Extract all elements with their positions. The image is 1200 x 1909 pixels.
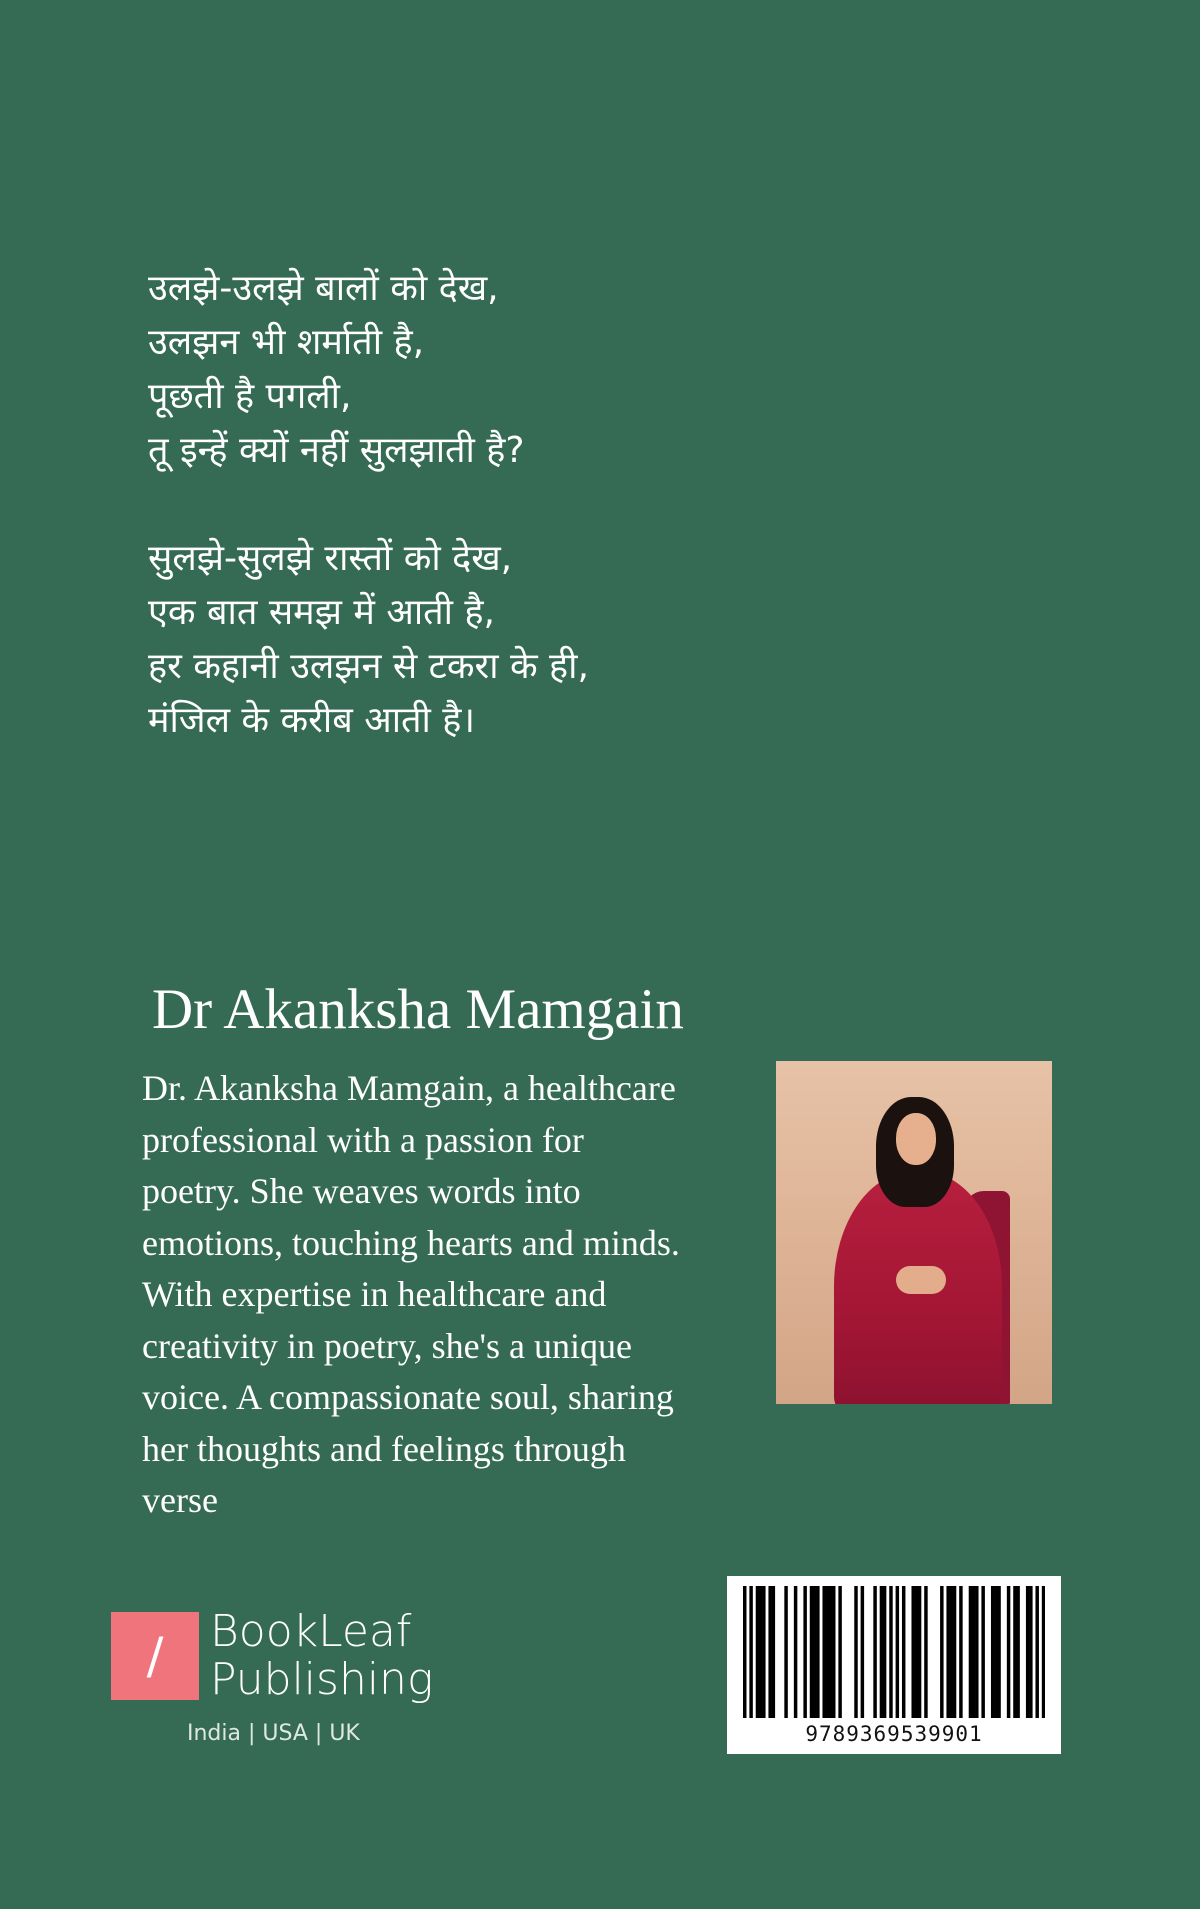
barcode-bar <box>972 1586 975 1718</box>
barcode-bar <box>854 1586 857 1718</box>
barcode-bar <box>768 1586 771 1718</box>
barcode-bar <box>794 1586 797 1718</box>
author-photo <box>776 1061 1052 1404</box>
bio-line: With expertise in healthcare and <box>142 1274 607 1314</box>
barcode-bar <box>749 1586 752 1718</box>
publisher-name-line1: BookLeaf <box>210 1606 412 1657</box>
poem-line: सुलझे-सुलझे रास्तों को देख, <box>148 538 513 579</box>
bio-line: Dr. Akanksha Mamgain, a healthcare <box>142 1068 676 1108</box>
barcode-bar <box>994 1586 997 1718</box>
bio-line: creativity in poetry, she's a unique <box>142 1325 633 1366</box>
bio-line: her thoughts and feelings through <box>142 1428 626 1469</box>
barcode-bar <box>743 1586 746 1718</box>
barcode-bar <box>772 1586 775 1718</box>
barcode-bars <box>743 1586 1045 1718</box>
barcode-bar <box>1007 1586 1010 1718</box>
poem <box>148 262 848 802</box>
barcode-bar <box>829 1586 832 1718</box>
barcode-bar <box>959 1586 962 1718</box>
barcode-bar <box>1042 1586 1045 1718</box>
bio-line: emotions, touching hearts and minds. <box>142 1222 680 1263</box>
barcode-bar <box>981 1586 984 1718</box>
barcode-bar <box>946 1586 949 1718</box>
poem-stanza-1 <box>148 262 848 478</box>
logo-slash: / <box>146 1627 164 1685</box>
barcode-bar <box>784 1586 787 1718</box>
poem-line: मंजिल के करीब आती है। <box>148 700 476 741</box>
barcode-bar <box>1026 1586 1029 1718</box>
barcode-bar <box>896 1586 899 1718</box>
barcode-bar <box>889 1586 892 1718</box>
barcode-bar <box>756 1586 759 1718</box>
barcode-bar <box>924 1586 927 1718</box>
barcode-bar <box>813 1586 816 1718</box>
barcode-bar <box>902 1586 905 1718</box>
bio-line: poetry. She weaves words into <box>142 1171 581 1211</box>
barcode-bar <box>822 1586 825 1718</box>
barcode-bar <box>950 1586 953 1718</box>
barcode-bar <box>759 1586 762 1718</box>
barcode-bar <box>873 1586 876 1718</box>
barcode-bar <box>940 1586 943 1718</box>
author-bio <box>142 1063 742 1527</box>
barcode-bar <box>953 1586 956 1718</box>
poem-line: उलझन भी शर्माती है, <box>148 322 425 363</box>
publisher-name-line2: Publishing <box>210 1654 434 1705</box>
barcode-bar <box>918 1586 921 1718</box>
barcode-bar <box>1029 1586 1032 1718</box>
bio-line: professional with a passion for <box>142 1119 584 1160</box>
poem-line: पूछती है पगली, <box>148 376 352 417</box>
barcode-bar <box>1013 1586 1016 1718</box>
author-name: Dr Akanksha Mamgain <box>152 978 684 1041</box>
photo-face <box>896 1113 936 1165</box>
barcode-bar <box>810 1586 813 1718</box>
barcode-bar <box>969 1586 972 1718</box>
poem-line: तू इन्हें क्यों नहीं सुलझाती है? <box>148 430 525 471</box>
barcode-bar <box>880 1586 883 1718</box>
barcode-bar <box>762 1586 765 1718</box>
barcode-bar <box>1016 1586 1019 1718</box>
poem-stanza-2 <box>148 532 848 748</box>
barcode-bar <box>1035 1586 1038 1718</box>
barcode-bar <box>997 1586 1000 1718</box>
barcode-bar <box>826 1586 829 1718</box>
barcode <box>727 1576 1061 1754</box>
bio-line: verse <box>142 1480 218 1520</box>
publisher-regions: India | USA | UK <box>187 1721 360 1746</box>
poem-line: हर कहानी उलझन से टकरा के ही, <box>148 646 589 687</box>
barcode-bar <box>991 1586 994 1718</box>
barcode-bar <box>911 1586 914 1718</box>
barcode-bar <box>816 1586 819 1718</box>
poem-line: एक बात समझ में आती है, <box>148 592 495 633</box>
bio-line: voice. A compassionate soul, sharing <box>142 1377 674 1417</box>
barcode-bar <box>803 1586 806 1718</box>
barcode-bar <box>883 1586 886 1718</box>
barcode-bar <box>838 1586 841 1718</box>
poem-line: उलझे-उलझे बालों को देख, <box>148 268 499 309</box>
photo-hands <box>896 1266 946 1294</box>
barcode-bar <box>861 1586 864 1718</box>
barcode-bar <box>915 1586 918 1718</box>
barcode-bar <box>832 1586 835 1718</box>
isbn-number: 9789369539901 <box>805 1722 983 1746</box>
barcode-bar <box>975 1586 978 1718</box>
